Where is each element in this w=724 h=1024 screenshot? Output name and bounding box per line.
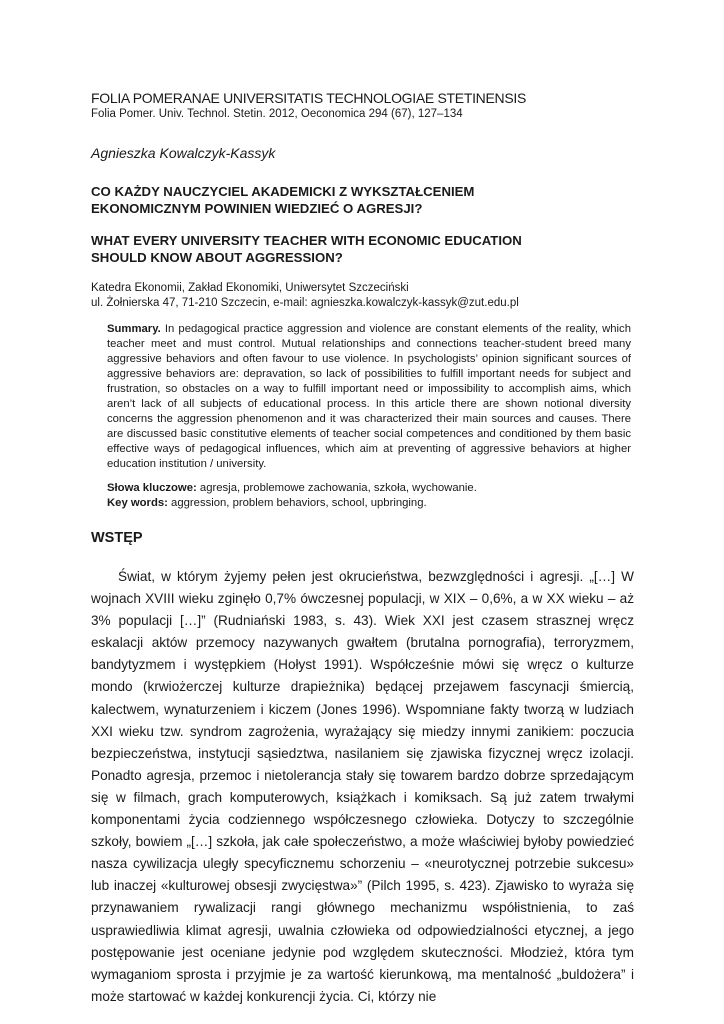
summary-paragraph: [107, 322, 631, 472]
keywords-polish: [107, 482, 477, 494]
keywords-english: [107, 497, 427, 509]
keywords-polish-text: agresja, problemowe zachowania, szkoła, wychowanie.: [199, 482, 477, 494]
title-english-line2: SHOULD KNOW ABOUT AGGRESSION?: [91, 250, 343, 265]
summary-label: Summary.: [107, 323, 161, 335]
journal-title: FOLIA POMERANAE UNIVERSITATIS TECHNOLOGIAE STETINENSIS: [91, 90, 526, 106]
journal-citation: Folia Pomer. Univ. Technol. Stetin. 2012, Oeconomica 294 (67), 127–134: [91, 108, 463, 120]
title-english: [91, 232, 631, 266]
body-paragraph: Świat, w którym żyjemy pełen jest okrucieństwa, bezwzględności i agresji. „[…] W wojnach XVIII wieku zginęło 0,7% ówczesnej populacji, w XIX – 0,6%, a w XX wieku – aż 3% populacji […]” (Rudniański 1983, s. 43). Wiek XXI jest czasem strasznej wręcz eskalacji aktów przemocy nazywanych gwałtem (brutalna pornografia), terroryzmem, bandytyzmem i występkiem (Hołyst 1991). Współcześnie mówi się wręcz o kulturze mondo (krwiożerczej kulturze drapieżnika) będącej przejawem fascynacji śmiercią, kalectwem, wynaturzeniem i kiczem (Jones 1996). Wspomniane fakty tworzą w ludziach XXI wieku tzw. syndrom zagrożenia, wyrażający się miedzy innymi zanikiem: poczucia bezpieczeństwa, instytucji sąsiedztwa, nasilaniem się zjawiska fizycznej wręcz izolacji. Ponadto agresja, przemoc i nietolerancja stały się towarem bardzo dobrze sprzedającym się w filmach, grach komputerowych, książkach i komiksach. Są już zatem trwałymi komponentami życia codziennego współczesnego człowieka. Dotyczy to szczególnie szkoły, bowiem „[…] szkoła, jak całe społeczeństwo, a może właściwiej byłoby powiedzieć nasza cywilizacja uległy specyficznemu schorzeniu – «neurotycznej potrzebie sukcesu» lub inaczej «kulturowej obsesji zwycięstwa»” (Pilch 1995, s. 423). Zjawisko to wyraża się przynawaniem rywalizacji rangi głównego mechanizmu współistnienia, to zaś usprawiedliwia klimat agresji, uwalnia człowieka od odpowiedzialności etycznej, a jego postępowanie jest oceniane jedynie pod względem skuteczności. Młodzież, która tym wymaganiom sprosta i przyjmie je za wartość kierunkową, ma mentalność „buldożera” i może startować w każdej konkurencji życia. Ci, którzy nie: [91, 569, 634, 1004]
author-name: Agnieszka Kowalczyk-Kassyk: [91, 145, 276, 161]
summary-text: In pedagogical practice aggression and violence are constant elements of the reality, which teacher meet and must control. Mutual relationships and connections teacher-student breed many aggressive behaviors and often favour to use violence. In psychologists’ opinion significant sources of aggressive behaviors are: depravation, so lack of possibilities to fulfill important needs for subject and frustration, so obstacles on a way to fulfill important need or impossibility to accomplish aims, which aren’t lack of all subjects of educational process. In this article there are shown notional diversity concerns the aggression phenomenon and it was characterized their main sources and causes. There are discussed basic constitutive elements of teacher social competences and conditioned by them basic effective ways of pedagogical influences, which aim at preventing of aggressive behaviors at higher education institution / university.: [107, 323, 631, 471]
title-polish: [91, 183, 631, 217]
affiliation-department: Katedra Ekonomii, Zakład Ekonomiki, Uniwersytet Szczeciński: [91, 282, 409, 294]
title-polish-line1: CO KAŻDY NAUCZYCIEL AKADEMICKI Z WYKSZTAŁCENIEM: [91, 184, 475, 199]
keywords-polish-label: Słowa kluczowe:: [107, 482, 197, 494]
affiliation-address: ul. Żołnierska 47, 71-210 Szczecin, e-mail: agnieszka.kowalczyk-kassyk@zut.edu.pl: [91, 297, 519, 309]
title-english-line1: WHAT EVERY UNIVERSITY TEACHER WITH ECONOMIC EDUCATION: [91, 233, 522, 248]
title-polish-line2: EKONOMICZNYM POWINIEN WIEDZIEĆ O AGRESJI?: [91, 201, 423, 216]
section-heading-introduction: WSTĘP: [91, 530, 143, 546]
keywords-english-label: Key words:: [107, 497, 168, 509]
keywords-english-text: aggression, problem behaviors, school, upbringing.: [171, 497, 427, 509]
